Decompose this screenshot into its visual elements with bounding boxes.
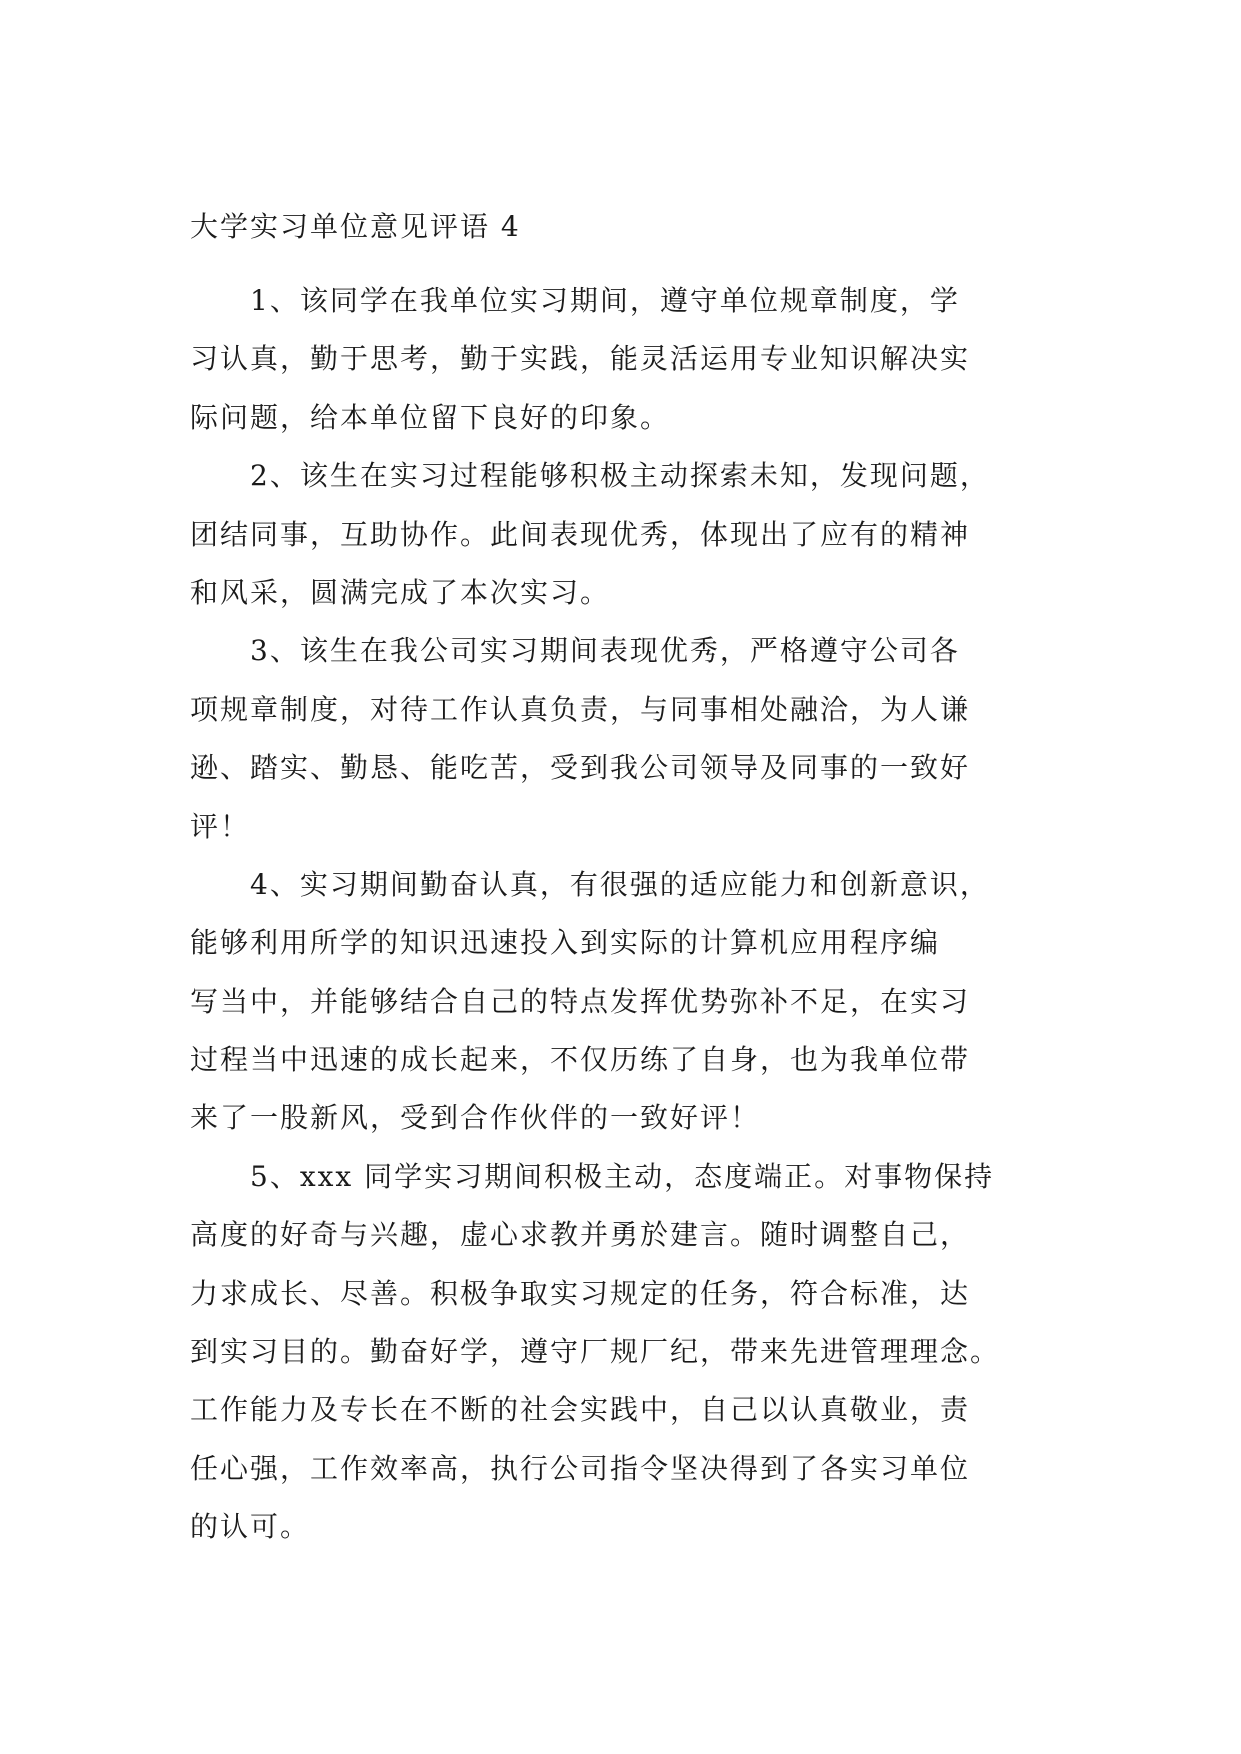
paragraph-line: 能够利用所学的知识迅速投入到实际的计算机应用程序编 — [190, 926, 941, 960]
paragraph-line: 3、该生在我公司实习期间表现优秀，严格遵守公司各 — [250, 634, 960, 668]
paragraph-line: 来了一股新风，受到合作伙伴的一致好评！ — [190, 1101, 761, 1135]
paragraph-line: 逊、踏实、勤恳、能吃苦，受到我公司领导及同事的一致好 — [190, 751, 971, 785]
paragraph-3 — [190, 622, 1050, 856]
paragraph-line: 高度的好奇与兴趣，虚心求教并勇於建言。随时调整自己， — [190, 1218, 971, 1252]
paragraph-line: 工作能力及专长在不断的社会实践中，自己以认真敬业，责 — [190, 1393, 971, 1427]
paragraph-line: 团结同事，互助协作。此间表现优秀，体现出了应有的精神 — [190, 517, 971, 551]
paragraph-line: 写当中，并能够结合自己的特点发挥优势弥补不足，在实习 — [190, 984, 971, 1018]
paragraph-line: 任心强，工作效率高，执行公司指令坚决得到了各实习单位 — [190, 1451, 971, 1485]
paragraph-line: 习认真，勤于思考，勤于实践，能灵活运用专业知识解决实 — [190, 342, 971, 376]
paragraph-5 — [190, 1148, 1050, 1557]
paragraph-line: 4、实习期间勤奋认真，有很强的适应能力和创新意识， — [250, 867, 990, 901]
paragraph-line: 过程当中迅速的成长起来，不仅历练了自身，也为我单位带 — [190, 1043, 971, 1077]
paragraph-line: 1、该同学在我单位实习期间，遵守单位规章制度，学 — [250, 284, 960, 317]
paragraph-line: 2、该生在实习过程能够积极主动探索未知，发现问题， — [250, 459, 990, 493]
paragraph-line: 和风采，圆满完成了本次实习。 — [190, 575, 611, 609]
paragraph-line: 际问题，给本单位留下良好的印象。 — [190, 400, 671, 434]
paragraph-line: 力求成长、尽善。积极争取实习规定的任务，符合标准，达 — [190, 1276, 971, 1310]
paragraph-2 — [190, 447, 1050, 622]
paragraph-line: 的认可。 — [190, 1510, 311, 1544]
paragraph-line: 5、xxx 同学实习期间积极主动，态度端正。对事物保持 — [250, 1159, 995, 1193]
document-title: 大学实习单位意见评语 4 — [190, 210, 521, 243]
paragraph-4 — [190, 856, 1050, 1148]
paragraph-line: 到实习目的。勤奋好学，遵守厂规厂纪，带来先进管理理念。 — [190, 1335, 1001, 1369]
paragraph-line: 项规章制度，对待工作认真负责，与同事相处融洽，为人谦 — [190, 692, 971, 726]
document-body — [190, 272, 1050, 1557]
paragraph-line: 评！ — [190, 809, 251, 843]
paragraph-1 — [190, 272, 1050, 447]
